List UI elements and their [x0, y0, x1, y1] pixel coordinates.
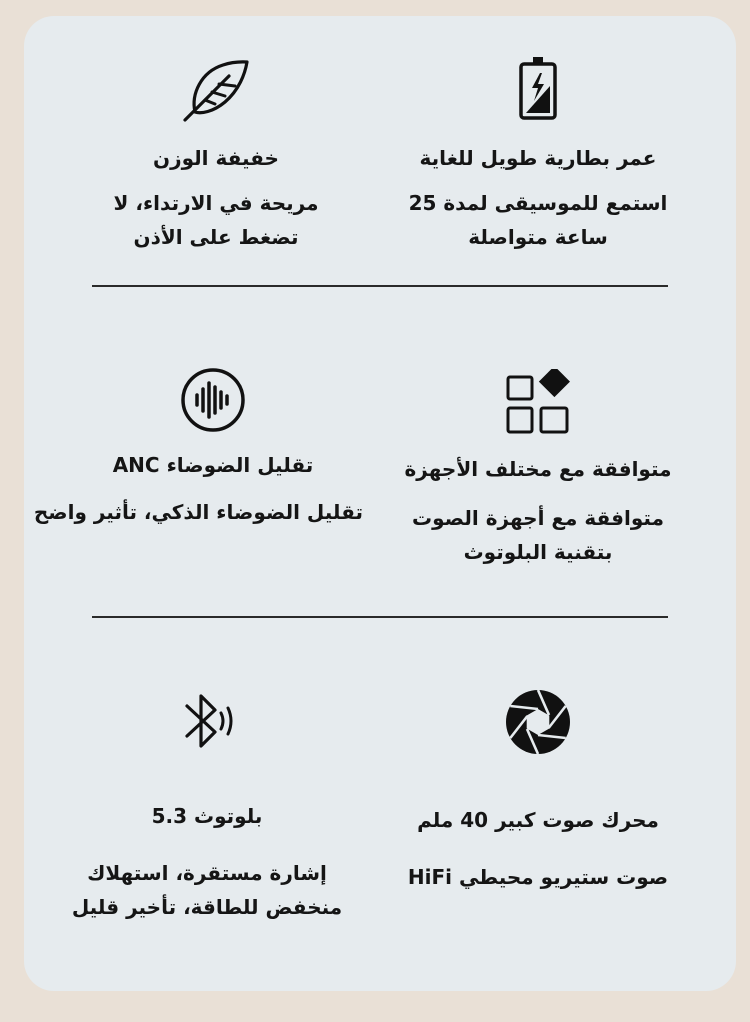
feature-lightweight	[66, 56, 366, 254]
feature-compatibility-desc-1: متوافقة مع أجهزة الصوت	[412, 506, 664, 530]
feature-bluetooth	[57, 688, 357, 924]
feature-anc	[33, 367, 363, 529]
feature-driver-title: محرك صوت كبير 40 ملم	[417, 808, 659, 832]
aperture-icon	[504, 688, 572, 756]
divider-1	[92, 285, 668, 287]
feature-battery-title: عمر بطارية طويل للغاية	[419, 146, 657, 170]
battery-charging-icon	[518, 56, 558, 122]
feature-lightweight-desc-2: تضغط على الأذن	[133, 225, 299, 249]
feature-compatibility-desc-2: بتقنية البلوتوث	[463, 540, 613, 564]
divider-2	[92, 616, 668, 618]
feature-compatibility-title: متوافقة مع مختلف الأجهزة	[404, 457, 672, 481]
feature-battery-desc-1: استمع للموسيقى لمدة 25	[408, 191, 668, 215]
feature-battery	[388, 56, 688, 254]
feature-anc-desc-1: تقليل الضوضاء الذكي، تأثير واضح	[33, 500, 363, 524]
feature-bluetooth-title: بلوتوث 5.3	[151, 804, 263, 828]
bluetooth-icon	[177, 688, 237, 754]
sound-wave-icon	[180, 367, 246, 433]
feature-driver	[388, 688, 688, 894]
feature-anc-title: تقليل الضوضاء ANC	[112, 453, 314, 477]
feature-bluetooth-desc-2: منخفض للطاقة، تأخير قليل	[71, 895, 343, 919]
feature-bluetooth-desc-1: إشارة مستقرة، استهلاك	[87, 861, 327, 885]
feature-driver-desc-1: صوت ستيريو محيطي HiFi	[407, 865, 669, 889]
apps-grid-icon	[505, 369, 571, 435]
feature-lightweight-title: خفيفة الوزن	[153, 146, 279, 170]
feature-compatibility	[388, 369, 688, 569]
feather-icon	[181, 56, 251, 122]
feature-battery-desc-2: ساعة متواصلة	[468, 225, 608, 249]
feature-lightweight-desc-1: مريحة في الارتداء، لا	[113, 191, 319, 215]
